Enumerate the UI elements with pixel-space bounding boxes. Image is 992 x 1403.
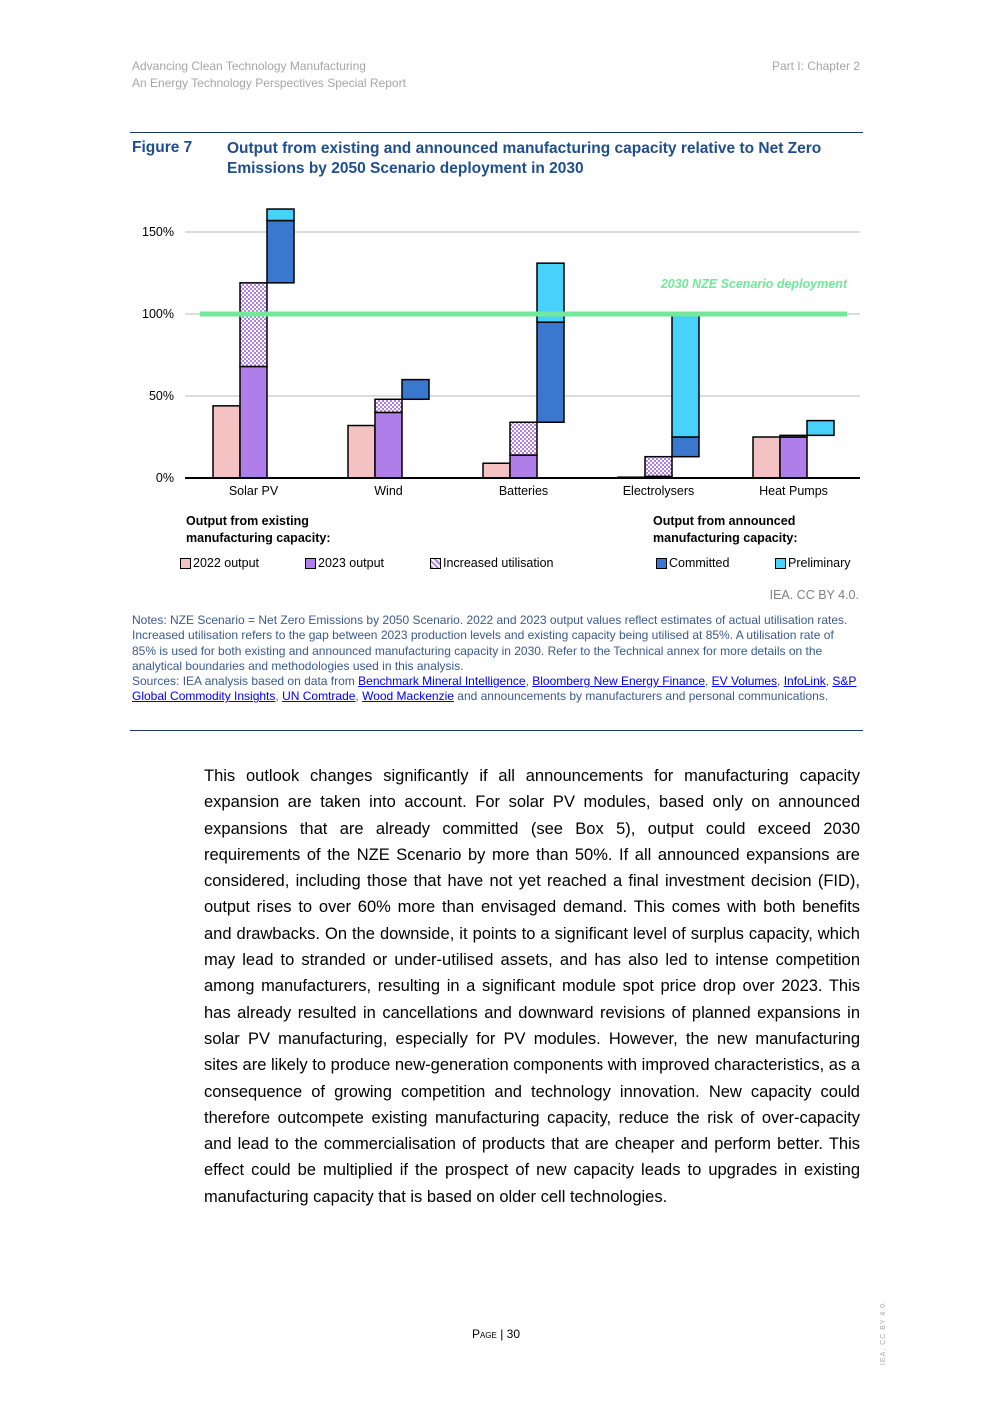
- source-link-bnef[interactable]: Bloomberg New Energy Finance: [532, 674, 705, 689]
- bar-preliminary: [267, 209, 294, 220]
- sources-suffix: and announcements by manufacturers and personal communications.: [457, 689, 829, 704]
- y-tick-label: 100%: [142, 307, 174, 321]
- legend-increased-utilisation: [430, 556, 553, 570]
- side-credit: IEA. CC BY 4.0.: [880, 1300, 887, 1366]
- source-link-infolink[interactable]: InfoLink: [783, 674, 826, 689]
- bar-increased-utilisation: [780, 435, 807, 437]
- figure-bottom-rule: [130, 730, 863, 731]
- figure-title: Output from existing and announced manufacturing capacity relative to Net Zero Emissions by 2050 Scenario deployment in 2030: [227, 140, 822, 177]
- bar-increased-utilisation: [240, 283, 267, 367]
- y-tick-label: 150%: [142, 225, 174, 239]
- body-paragraph: This outlook changes significantly if all announcements for manufacturing capacity expansion are taken into account. For solar PV modules, based only on announced expansions that are already committed (see Box 5), output could exceed 2030 requirements of the NZE Scenario by more than 50%. If all announced expansions are considered, including those that have not yet reached a final investment decision (FID), output rises to over 60% more than envisaged demand. This comes with both benefits and drawbacks. On the downside, it points to a significant level of surplus capacity, which may lead to stranded or under-utilised assets, and has also led to intense competition among manufacturers, resulting in a significant module spot price drop over 2023. This has already resulted in cancellations and downward revisions of planned expansions in solar PV manufacturing, especially for PV modules. However, the new manufacturing sites are likely to produce new-generation components with improved characteristics, as a consequence of growing competition and technology innovation. New capacity could therefore outcompete existing manufacturing capacity, reduce the risk of over-capacity and lead to the commercialisation of products that are cheaper and perform better. This effect could be multiplied if the prospect of new capacity leads to upgrades in existing manufacturing capacity that is based on older cell technologies.: [204, 767, 860, 1206]
- y-tick-label: 0%: [155, 471, 174, 485]
- sources-text: Sources: IEA analysis based on data from Benchmark Mineral Intelligence, Bloomberg New Energy Finance, EV Volumes, InfoLink, S&P Global Commodity Insights, UN Comtrade, Wood Mackenzie and announcements by manufacturers and personal communications.: [132, 674, 857, 704]
- x-category-label: Electrolysers: [622, 484, 695, 498]
- page-footer: [0, 1327, 992, 1341]
- chart-bars: [213, 209, 834, 478]
- legend-existing-title: Output from existing manufacturing capacity:: [186, 514, 331, 545]
- figure-credit: IEA. CC BY 4.0.: [769, 588, 859, 602]
- bar-2023: [780, 437, 807, 478]
- x-category-label: Batteries: [498, 484, 549, 498]
- bar-committed: [267, 221, 294, 283]
- legend-committed: [656, 556, 729, 570]
- sources-prefix: Sources: IEA analysis based on data from: [132, 674, 355, 689]
- legend-preliminary-label: Preliminary: [788, 556, 851, 570]
- bar-2022: [753, 437, 780, 478]
- nze-reference-label: 2030 NZE Scenario deployment: [660, 277, 847, 291]
- y-tick-label: 50%: [148, 389, 174, 403]
- x-category-label: Solar PV: [228, 484, 279, 498]
- source-link-ev-volumes[interactable]: EV Volumes: [711, 674, 778, 689]
- legend-2023-swatch: [305, 558, 316, 569]
- bar-increased-utilisation: [645, 457, 672, 477]
- bar-2022: [483, 463, 510, 478]
- chart-reference-line: [200, 277, 848, 314]
- legend-utilisation-swatch: [430, 558, 441, 569]
- x-category-label: Heat Pumps: [759, 484, 828, 498]
- report-subtitle: An Energy Technology Perspectives Special Report: [132, 76, 406, 90]
- legend-announced-title: Output from announced manufacturing capacity:: [653, 514, 798, 545]
- chapter-label: Part I: Chapter 2: [771, 59, 860, 73]
- bar-2023: [510, 455, 537, 478]
- bar-committed: [672, 437, 699, 457]
- source-link-benchmark[interactable]: Benchmark Mineral Intelligence: [358, 674, 526, 689]
- page-word: Page: [471, 1327, 497, 1341]
- legend-preliminary: [775, 556, 851, 570]
- bar-committed: [402, 380, 429, 400]
- legend-committed-swatch: [656, 558, 667, 569]
- bar-2022: [213, 406, 240, 478]
- legend-2023-output: [305, 556, 384, 570]
- source-link-wood-mackenzie[interactable]: Wood Mackenzie: [362, 689, 454, 704]
- bar-2022: [348, 426, 375, 478]
- notes-text: Notes: NZE Scenario = Net Zero Emissions by 2050 Scenario. 2022 and 2023 output values reflect estimates of actual utilisation rates. Increased utilisation refers to the gap between 2023 production levels and existing capacity being utilised at 85%. A utilisation rate of 85% is used for both existing and announced manufacturing capacity in 2030. Refer to the Technical annex for more details on the analytical boundaries and methodologies used in this analysis.: [132, 613, 848, 673]
- legend-2022-label: 2022 output: [193, 556, 260, 570]
- bar-increased-utilisation: [510, 422, 537, 455]
- bar-2023: [375, 412, 402, 478]
- source-link-un-comtrade[interactable]: UN Comtrade: [282, 689, 356, 704]
- legend-2023-label: 2023 output: [318, 556, 385, 570]
- bar-increased-utilisation: [375, 399, 402, 412]
- figure-label: Figure 7: [132, 139, 193, 156]
- legend-2022-swatch: [180, 558, 191, 569]
- figure-top-rule: [130, 132, 863, 133]
- legend-2022-output: [180, 556, 259, 570]
- figure-notes: [132, 613, 857, 705]
- running-header-left: [132, 58, 406, 92]
- page-separator: |: [500, 1327, 504, 1341]
- bar-preliminary: [672, 312, 699, 437]
- legend-preliminary-swatch: [775, 558, 786, 569]
- report-title: Advancing Clean Technology Manufacturing: [132, 59, 366, 73]
- legend-committed-label: Committed: [669, 556, 730, 570]
- bar-preliminary: [807, 421, 834, 436]
- bar-committed: [537, 322, 564, 422]
- source-link-sp-global[interactable]: S&P Global Commodity Insights: [132, 674, 857, 704]
- bar-2023: [240, 366, 267, 478]
- legend-utilisation-label: Increased utilisation: [443, 556, 554, 570]
- page-number: 30: [506, 1327, 521, 1341]
- x-category-label: Wind: [374, 484, 403, 498]
